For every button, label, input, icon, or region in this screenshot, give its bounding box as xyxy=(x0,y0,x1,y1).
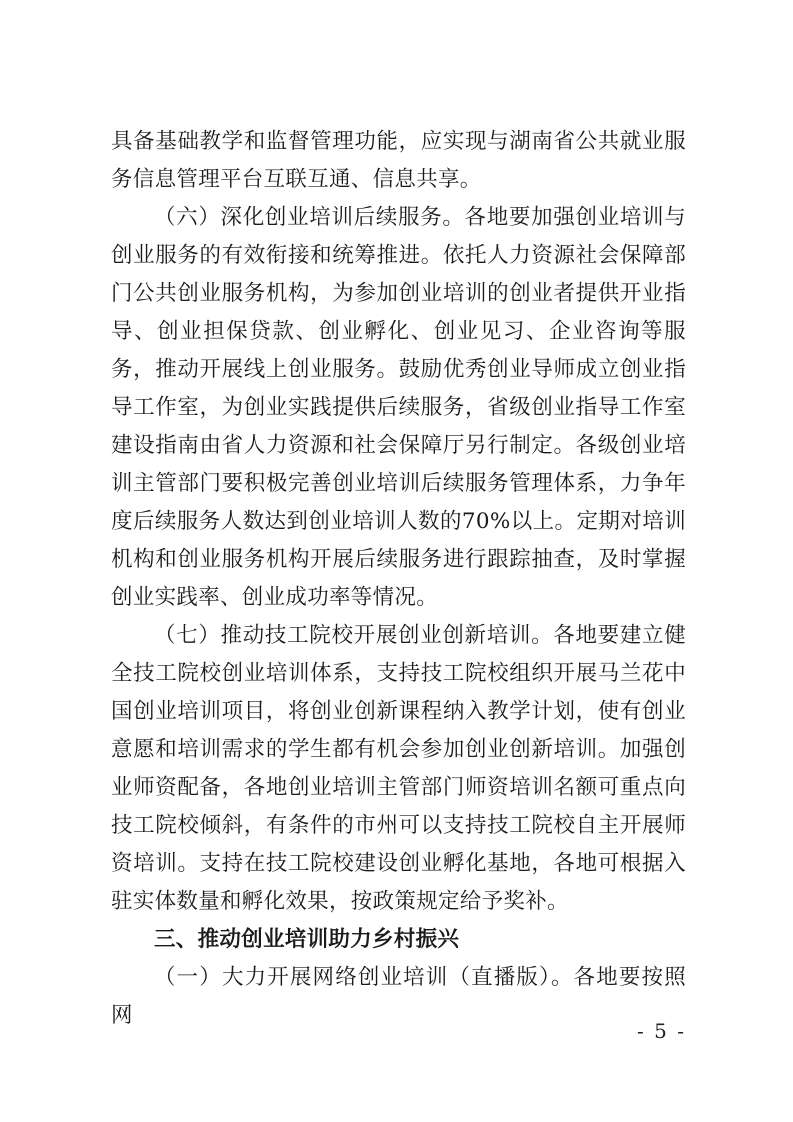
document-body xyxy=(111,123,686,1035)
paragraph-section-six: （六）深化创业培训后续服务。各地要加强创业培训与创业服务的有效衔接和统筹推进。依托人力资源社会保障部门公共创业服务机构，为参加创业培训的创业者提供开业指导、创业担保贷款、创业孵化、创业见习、企业咨询等服务，推动开展线上创业服务。鼓励优秀创业导师成立创业指导工作室，为创业实践提供后续服务，省级创业指导工作室建设指南由省人力资源和社会保障厅另行制定。各级创业培训主管部门要积极完善创业培训后续服务管理体系，力争年度后续服务人数达到创业培训人数的70%以上。定期对培训机构和创业服务机构开展后续服务进行跟踪抽查，及时掌握创业实践率、创业成功率等情况。 xyxy=(111,205,686,610)
paragraph-subsection-one: （一）大力开展网络创业培训（直播版）。各地要按照网 xyxy=(111,965,686,1028)
paragraph-section-seven: （七）推动技工院校开展创业创新培训。各地要建立健全技工院校创业培训体系，支持技工院校组织开展马兰花中国创业培训项目，将创业创新课程纳入教学计划，使有创业意愿和培训需求的学生都有机会参加创业创新培训。加强创业师资配备，各地创业培训主管部门师资培训名额可重点向技工院校倾斜，有条件的市州可以支持技工院校自主开展师资培训。支持在技工院校建设创业孵化基地，各地可根据入驻实体数量和孵化效果，按政策规定给予奖补。 xyxy=(111,623,686,914)
section-heading-three: 三、推动创业培训助力乡村振兴 xyxy=(154,927,460,952)
paragraph-continuation: 具备基础教学和监督管理功能，应实现与湖南省公共就业服务信息管理平台互联互通、信息共享。 xyxy=(111,129,686,192)
page-number: - 5 - xyxy=(637,1019,686,1043)
